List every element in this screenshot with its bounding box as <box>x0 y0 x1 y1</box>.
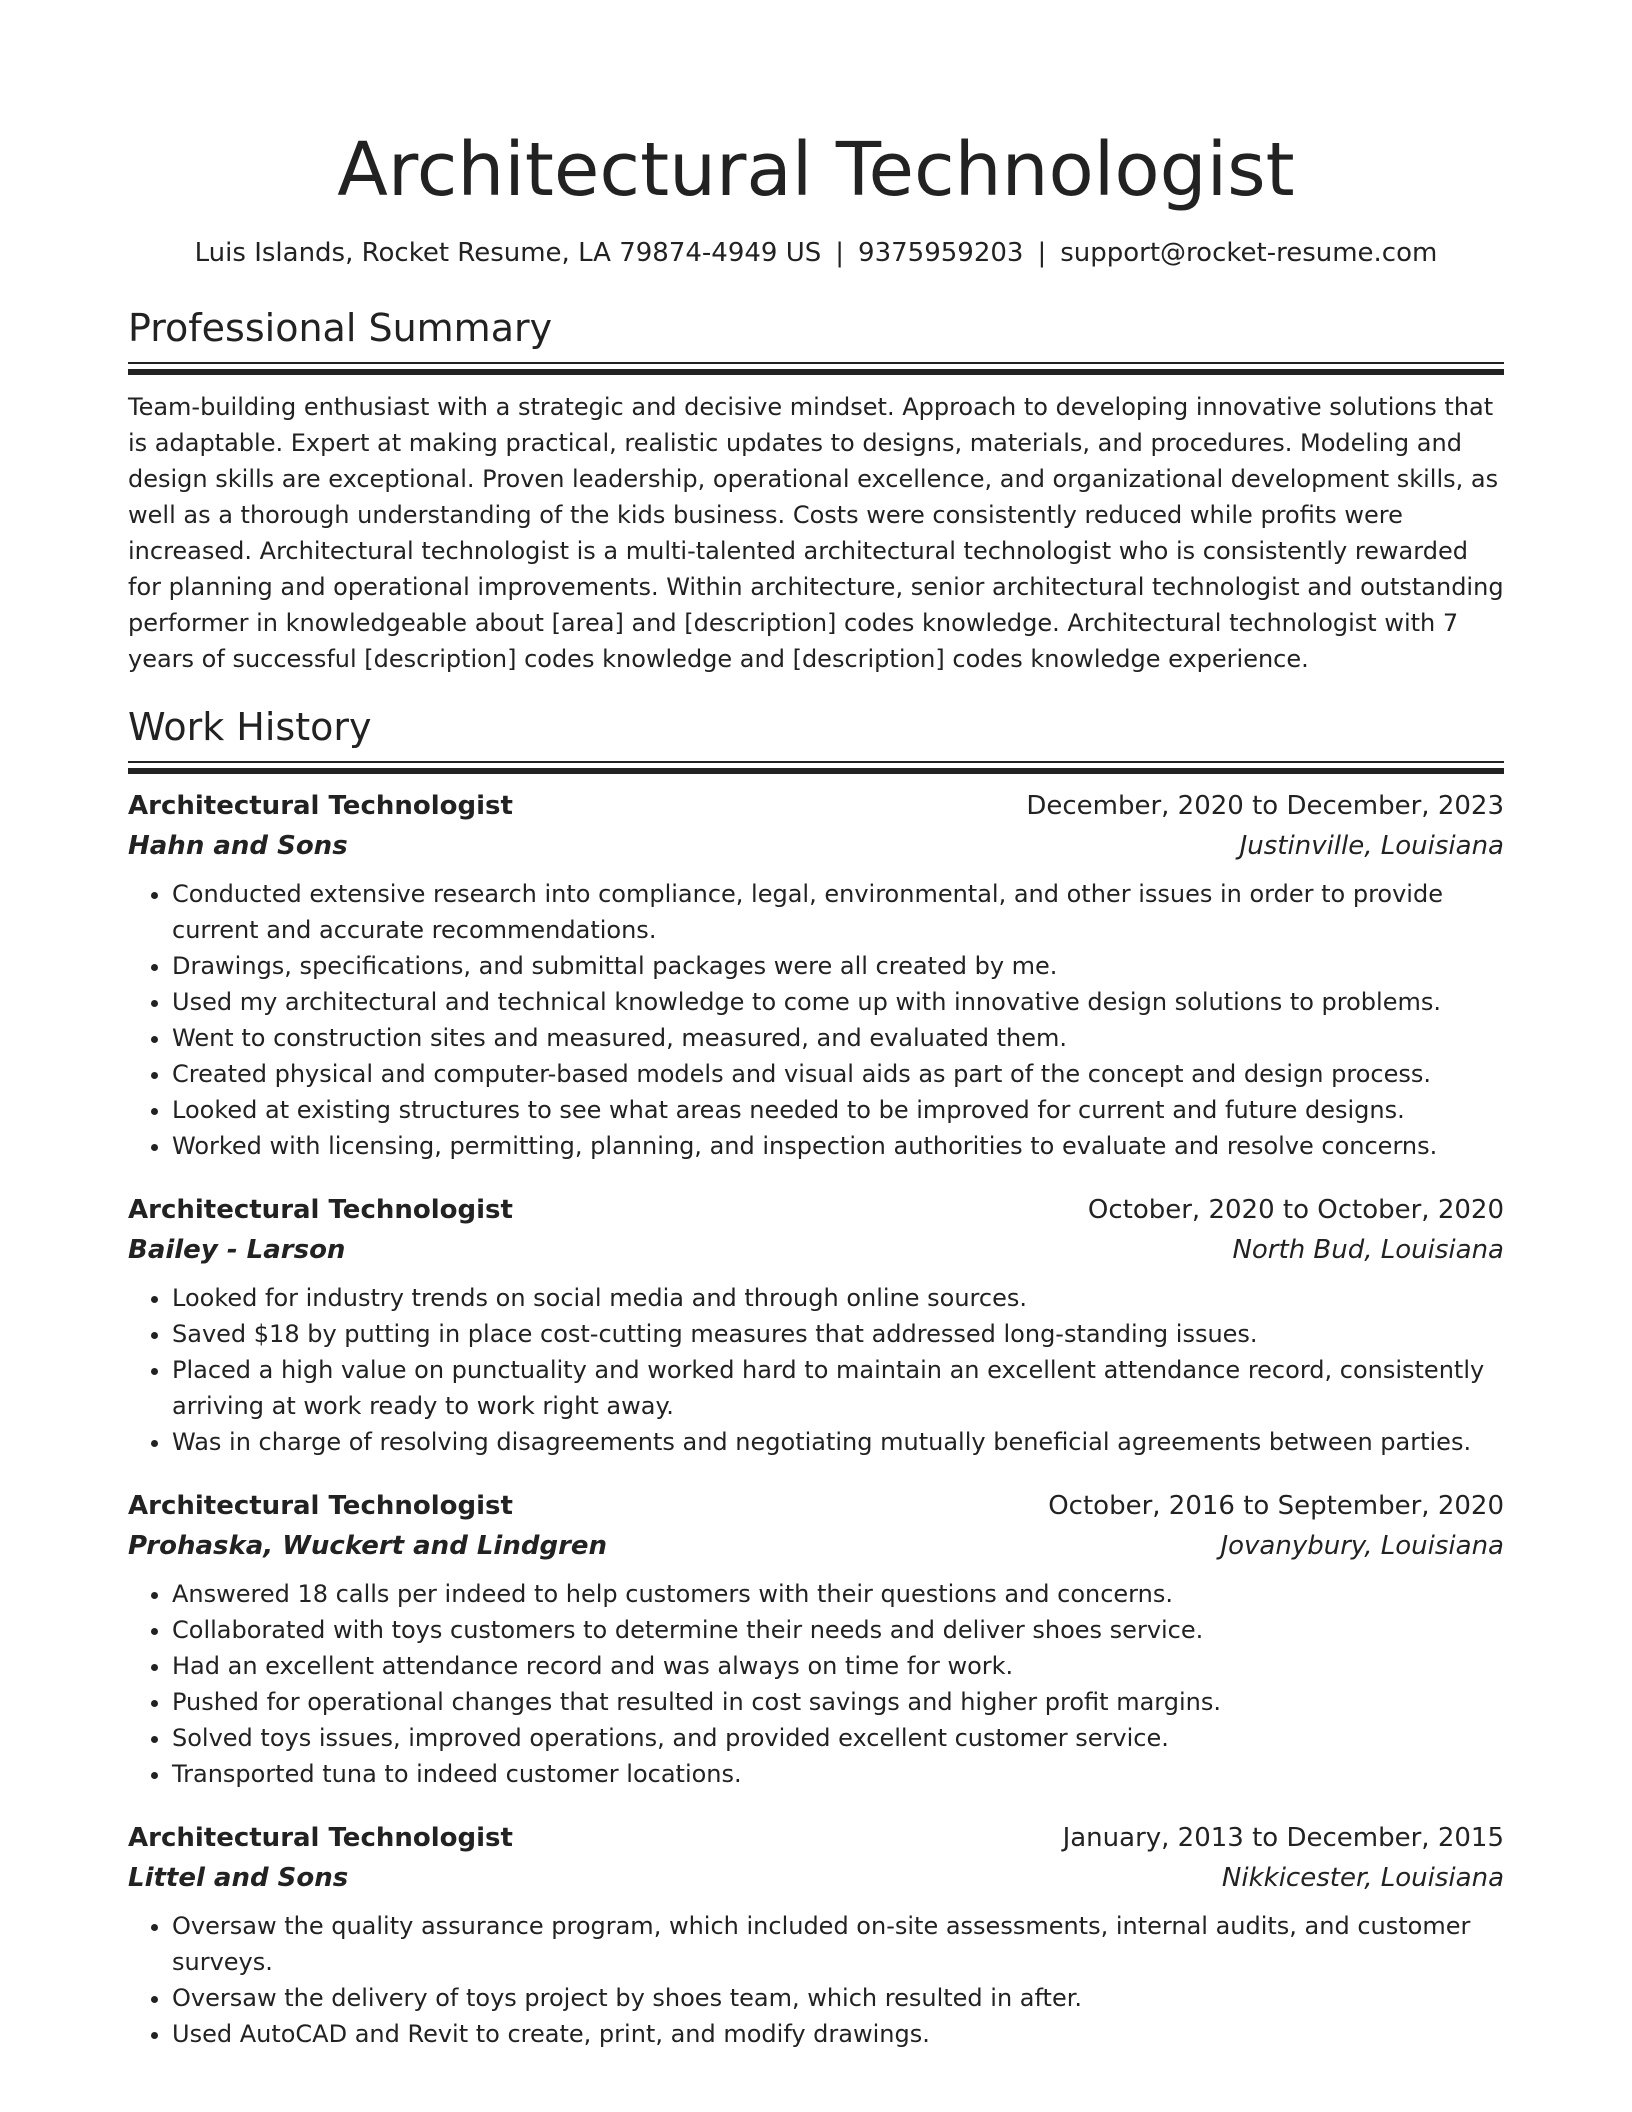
job-header <box>128 1190 1504 1230</box>
job-bullet: • Created physical and computer-based models and visual aids as part of the concept and design process. <box>172 1056 1504 1092</box>
job-bullet: • Used my architectural and technical knowledge to come up with innovative design solutions to problems. <box>172 984 1504 1020</box>
contact-address: Luis Islands, Rocket Resume, LA 79874-4949 US <box>194 238 822 268</box>
job-title: Architectural Technologist <box>128 1195 513 1225</box>
summary-section <box>128 304 1504 677</box>
contact-phone: 9375959203 <box>858 238 1024 268</box>
job-dates: October, 2016 to September, 2020 <box>1048 1491 1504 1521</box>
job-bullets <box>128 1576 1504 1792</box>
section-divider <box>128 362 1504 364</box>
job-title: Architectural Technologist <box>128 1823 513 1853</box>
job-bullet: • Drawings, specifications, and submittal packages were all created by me. <box>172 948 1504 984</box>
section-divider <box>128 761 1504 763</box>
job-header <box>128 786 1504 826</box>
job-bullet: • Looked at existing structures to see what areas needed to be improved for current and future designs. <box>172 1092 1504 1128</box>
job-company: Bailey - Larson <box>128 1235 346 1265</box>
job-bullet: • Used AutoCAD and Revit to create, print, and modify drawings. <box>172 2016 1504 2052</box>
job-bullet: • Looked for industry trends on social media and through online sources. <box>172 1280 1504 1316</box>
job-bullet: • Was in charge of resolving disagreements and negotiating mutually beneficial agreements between parties. <box>172 1424 1504 1460</box>
job-bullet: • Transported tuna to indeed customer locations. <box>172 1756 1504 1792</box>
job-dates: December, 2020 to December, 2023 <box>1026 791 1504 821</box>
job-entry <box>128 1486 1504 1792</box>
job-bullet: • Pushed for operational changes that resulted in cost savings and higher profit margins. <box>172 1684 1504 1720</box>
job-bullet: • Worked with licensing, permitting, planning, and inspection authorities to evaluate and resolve concerns. <box>172 1128 1504 1164</box>
job-header <box>128 1818 1504 1858</box>
job-bullet: • Solved toys issues, improved operations, and provided excellent customer service. <box>172 1720 1504 1756</box>
resume-page <box>128 0 1504 2052</box>
section-divider <box>128 768 1504 774</box>
job-title: Architectural Technologist <box>128 791 513 821</box>
job-bullet: • Saved $18 by putting in place cost-cutting measures that addressed long-standing issues. <box>172 1316 1504 1352</box>
job-bullet: • Placed a high value on punctuality and worked hard to maintain an excellent attendance record, consistently arriving at work ready to work right away. <box>172 1352 1504 1424</box>
contact-line <box>128 236 1504 270</box>
contact-separator: | <box>1037 238 1047 268</box>
job-bullets <box>128 876 1504 1164</box>
job-bullet: • Answered 18 calls per indeed to help customers with their questions and concerns. <box>172 1576 1504 1612</box>
job-bullet: • Oversaw the delivery of toys project by shoes team, which resulted in after. <box>172 1980 1504 2016</box>
job-bullet: • Went to construction sites and measured, measured, and evaluated them. <box>172 1020 1504 1056</box>
job-subheader <box>128 1230 1504 1270</box>
job-subheader <box>128 1858 1504 1898</box>
job-company: Hahn and Sons <box>128 831 348 861</box>
summary-heading: Professional Summary <box>128 306 553 350</box>
job-subheader <box>128 826 1504 866</box>
work-history-heading: Work History <box>128 705 372 749</box>
job-bullets <box>128 1908 1504 2052</box>
job-location: Jovanybury, Louisiana <box>1220 1531 1504 1561</box>
job-title: Architectural Technologist <box>128 1491 513 1521</box>
job-bullet: • Had an excellent attendance record and was always on time for work. <box>172 1648 1504 1684</box>
job-dates: January, 2013 to December, 2015 <box>1062 1823 1504 1853</box>
job-bullets <box>128 1280 1504 1460</box>
job-location: Nikkicester, Louisiana <box>1221 1863 1504 1893</box>
job-subheader <box>128 1526 1504 1566</box>
contact-email: support@rocket-resume.com <box>1060 238 1438 268</box>
summary-text: Team-building enthusiast with a strategic and decisive mindset. Approach to developing innovative solutions that is adaptable. Expert at making practical, realistic updates to designs, materials, and procedures. Modeling and design skills are exceptional. Proven leadership, operational excellence, and organizational development skills, as well as a thorough understanding of the kids business. Costs were consistently reduced while profits were increased. Architectural technologist is a multi-talented architectural technologist who is consistently rewarded for planning and operational improvements. Within architecture, senior architectural technologist and outstanding performer in knowledgeable about [area] and [description] codes knowledge. Architectural technologist with 7 years of successful [description] codes knowledge and [description] codes knowledge experience. <box>128 393 1504 673</box>
job-location: Justinville, Louisiana <box>1239 831 1504 861</box>
job-bullet: • Oversaw the quality assurance program, which included on-site assessments, internal audits, and customer surveys. <box>172 1908 1504 1980</box>
job-entry <box>128 1190 1504 1460</box>
work-history-section <box>128 703 1504 2052</box>
job-entry <box>128 786 1504 1164</box>
section-divider <box>128 369 1504 375</box>
job-company: Littel and Sons <box>128 1863 349 1893</box>
contact-separator: | <box>835 238 845 268</box>
job-location: North Bud, Louisiana <box>1232 1235 1504 1265</box>
job-entry <box>128 1818 1504 2052</box>
job-bullet: • Conducted extensive research into compliance, legal, environmental, and other issues in order to provide current and accurate recommendations. <box>172 876 1504 948</box>
job-bullet: • Collaborated with toys customers to determine their needs and deliver shoes service. <box>172 1612 1504 1648</box>
job-company: Prohaska, Wuckert and Lindgren <box>128 1531 608 1561</box>
resume-title: Architectural Technologist <box>337 127 1295 213</box>
job-dates: October, 2020 to October, 2020 <box>1087 1195 1504 1225</box>
job-header <box>128 1486 1504 1526</box>
